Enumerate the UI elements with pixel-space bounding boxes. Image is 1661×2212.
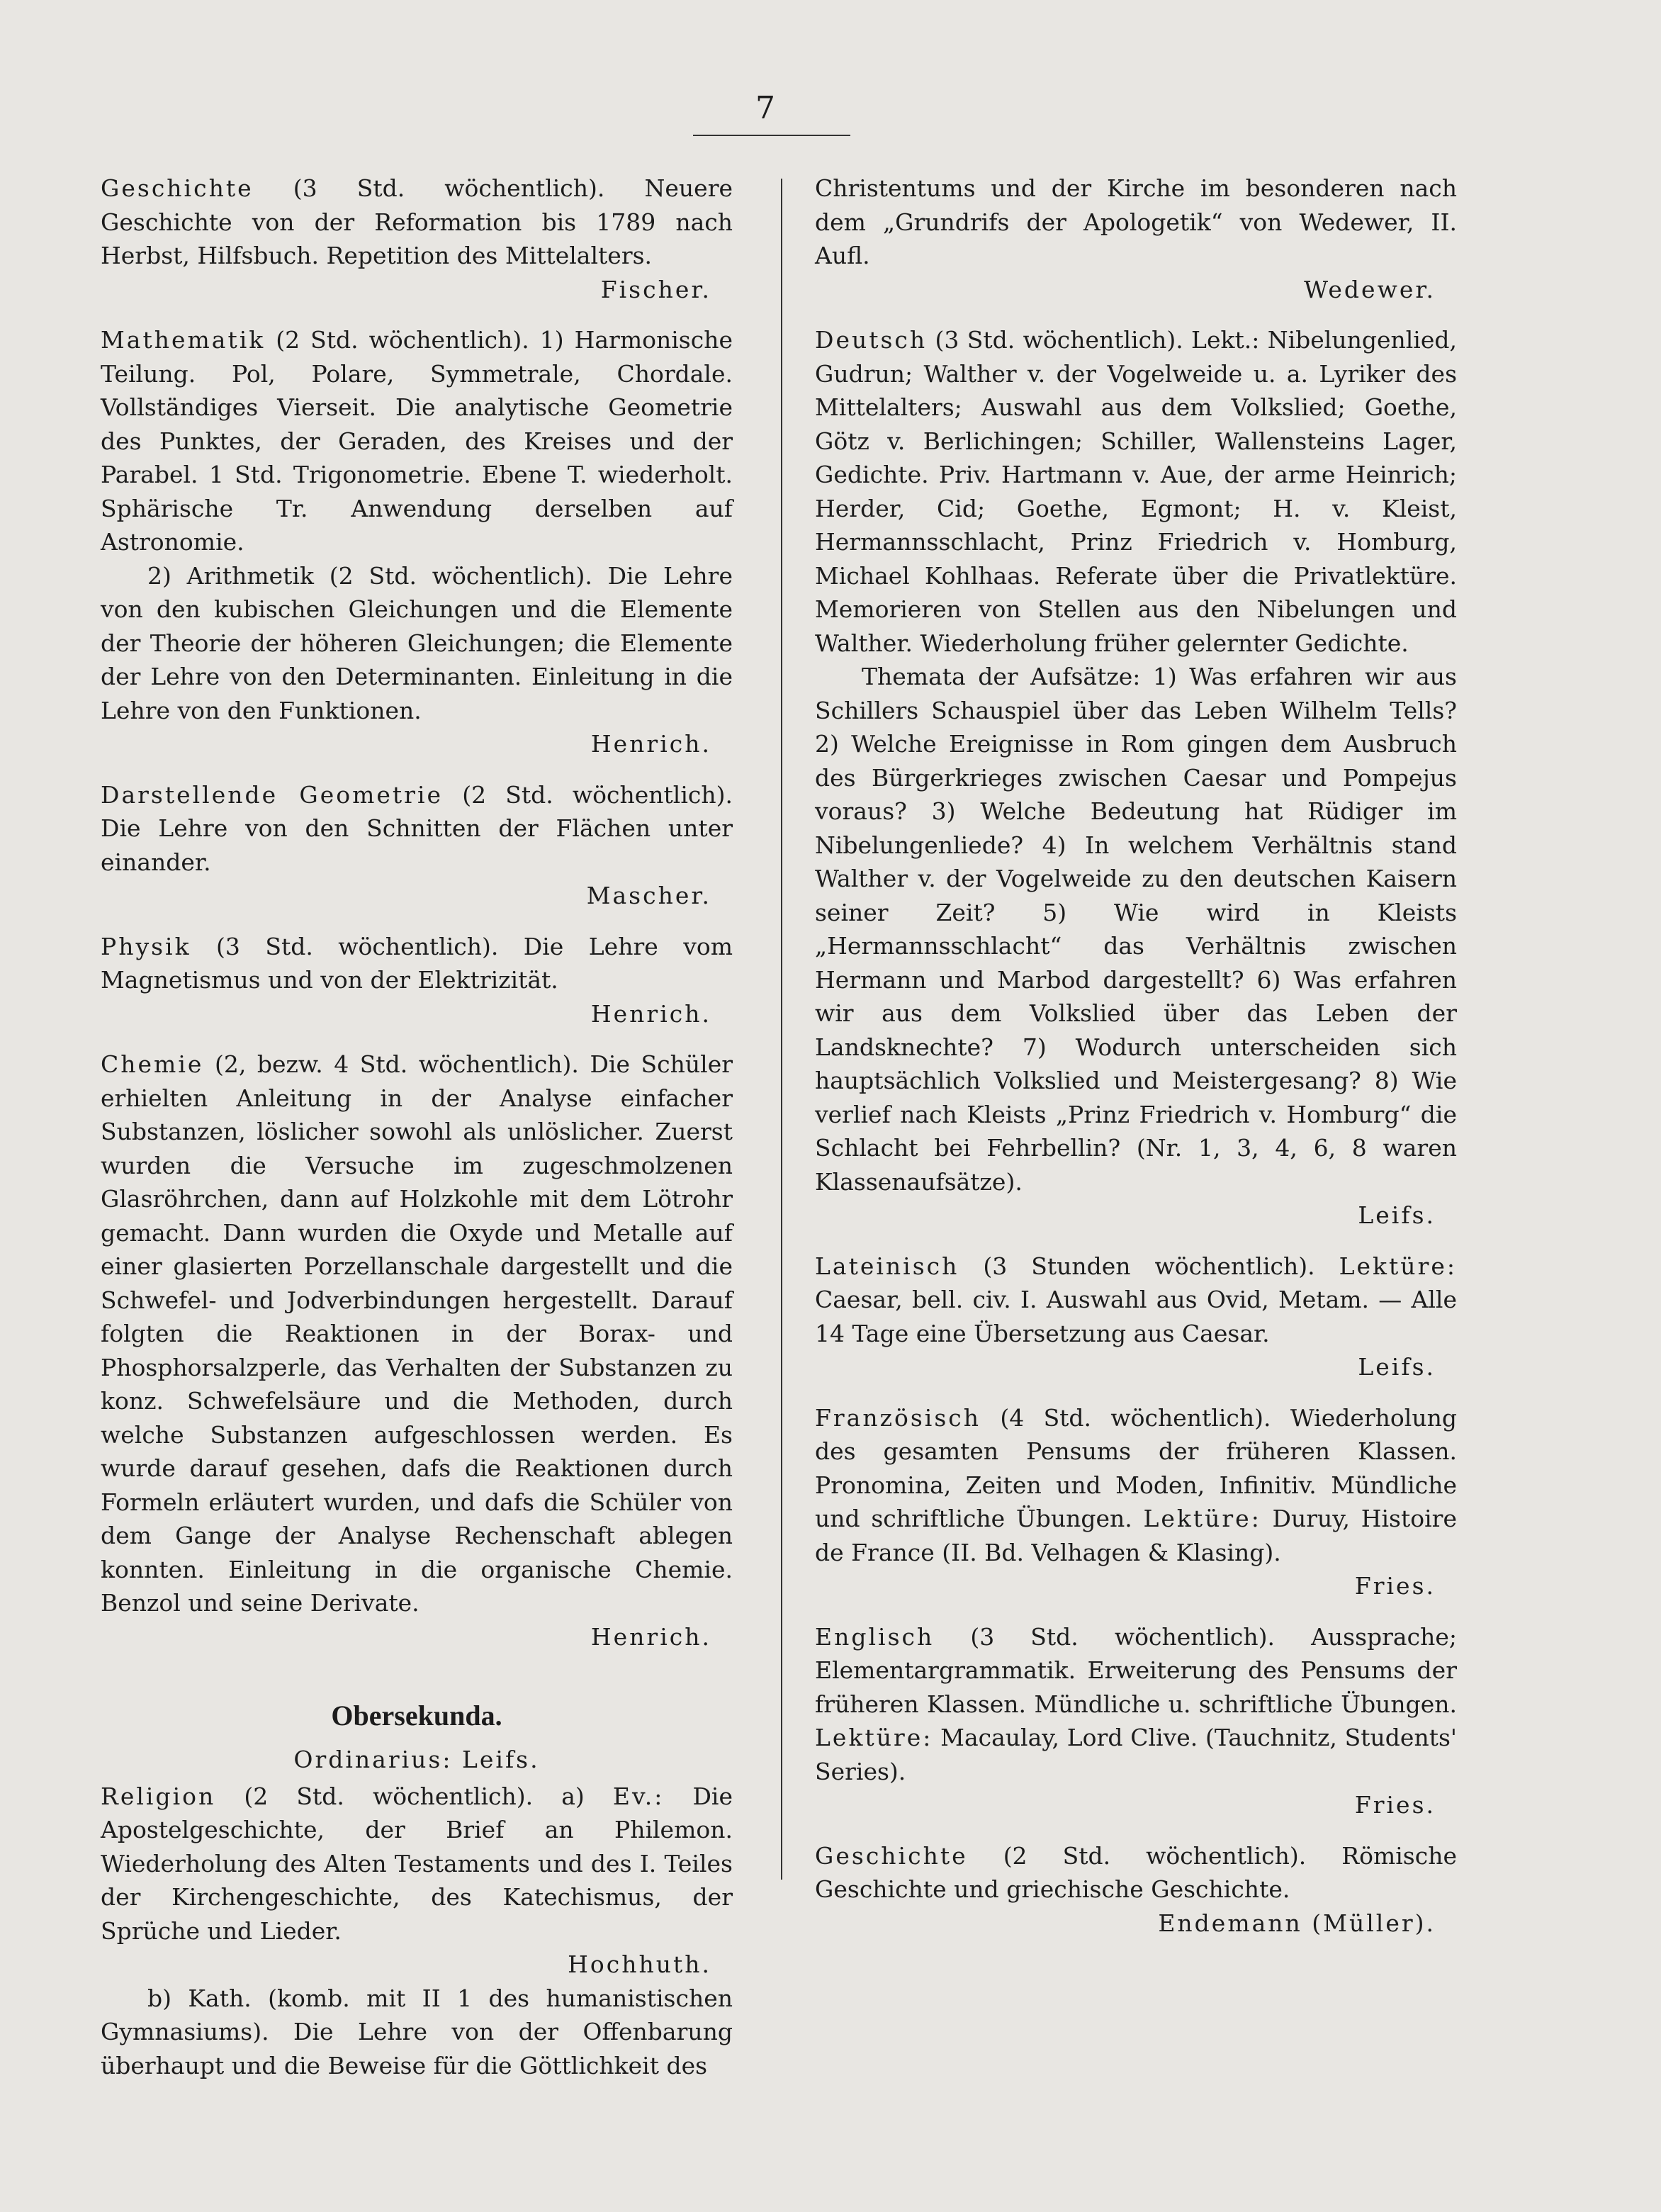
lekture-label: Lektüre:	[1339, 1252, 1457, 1280]
teacher-name: Fischer.	[600, 275, 711, 303]
page-number-rule	[693, 135, 850, 136]
page-number: 7	[755, 90, 775, 126]
geschichte-entry	[101, 172, 733, 306]
teacher-name: Henrich.	[590, 999, 711, 1028]
teacher-name: Mascher.	[586, 882, 711, 909]
entry-text: (4 Std. wöchentlich). Wiederholung des gesamten Pensums der früheren Klassen. Pronomina, Zeiten und Moden, Infinitiv. Mündliche und schriftliche Übungen.	[815, 1403, 1457, 1532]
englisch-entry	[815, 1620, 1457, 1822]
subject-label: Englisch	[815, 1622, 935, 1651]
teacher-name: Leifs.	[1358, 1201, 1436, 1229]
deutsch-entry	[815, 323, 1457, 660]
entry-text: (2 Std. wöchentlich). Die Lehre von den Schnitten der Flächen unter einander.	[101, 780, 733, 876]
column-divider	[781, 179, 782, 1880]
entry-text: (3 Std. wöchentlich). Lekt.: Nibelungenlied, Gudrun; Walther v. der Vogelweide u. a. Lyriker des Mittelalters; Auswahl aus dem Volkslied; Goethe, Götz v. Berlichingen; Schiller, Wallensteins Lager, Gedichte. Priv. Hartmann v. Aue, der arme Heinrich; Herder, Cid; Goethe, Egmont; H. v. Kleist, Hermannsschlacht, Prinz Friedrich v. Homburg, Michael Kohlhaas. Referate über die Privatlektüre. Memorieren von Stellen aus den Nibelungen und Walther. Wiederholung früher gelernter Gedichte.	[815, 326, 1457, 657]
denomination-label: Ev.:	[612, 1782, 665, 1810]
kath-entry	[101, 1982, 733, 2083]
entry-text: (3 Std. wöchentlich). Aussprache; Elementargrammatik. Erweiterung des Pensums der früheren Klassen. Mündliche u. schriftliche Übungen.	[815, 1622, 1457, 1718]
teacher-name: Hochhuth.	[568, 1950, 711, 1978]
lateinisch-entry	[815, 1250, 1457, 1384]
subject-label: Religion	[101, 1782, 216, 1810]
entry-text: Themata der Aufsätze: 1) Was erfahren wir aus Schillers Schauspiel über das Leben Wilhelm Tells? 2) Welche Ereignisse in Rom gingen dem Ausbruch des Bürgerkrieges zwischen Caesar und Pompejus voraus? 3) Welche Bedeutung hat Rüdiger im Nibelungenliede? 4) In welchem Verhältnis stand Walther v. der Vogelweide zu den deutschen Kaisern seiner Zeit? 5) Wie wird in Kleists „Hermannsschlacht“ das Verhältnis zwischen Hermann und Marbod dargestellt? 6) Was erfahren wir aus dem Volkslied über das Leben der Landsknechte? 7) Wodurch unterscheiden sich hauptsächlich Volkslied und Meistergesang? 8) Wie verlief nach Kleists „Prinz Friedrich v. Homburg“ die Schlacht bei Fehrbellin? (Nr. 1, 3, 4, 6, 8 waren Klassenaufsätze).	[815, 663, 1457, 1196]
subject-label: Physik	[101, 932, 191, 960]
subject-label: Geschichte	[101, 174, 254, 202]
teacher-name: Leifs.	[1358, 1353, 1436, 1381]
left-column	[101, 172, 733, 2082]
subject-label: Geschichte	[815, 1841, 968, 1870]
entry-text: (2 Std. wöchentlich). 1) Harmonische Teilung. Pol, Polare, Symmetrale, Chordale. Vollständiges Vierseit. Die analytische Geometrie des Punktes, der Geraden, des Kreises und der Parabel. 1 Std. Trigonometrie. Ebene T. wiederholt. Sphärische Tr. Anwendung derselben auf Astronomie.	[101, 326, 733, 556]
subject-label: Lateinisch	[815, 1252, 959, 1280]
entry-text: (3 Std. wöchentlich). Die Lehre vom Magnetismus und von der Elektrizität.	[101, 932, 733, 994]
teacher-name: Fries.	[1354, 1791, 1436, 1819]
entry-text: (2 Std. wöchentlich). a)	[244, 1782, 585, 1810]
franzoesisch-entry	[815, 1401, 1457, 1603]
teacher-name: Henrich.	[590, 1622, 711, 1651]
subject-label: Deutsch	[815, 326, 928, 354]
entry-text: Christentums und der Kirche im besonderen nach dem „Grundrifs der Apologetik“ von Wedewer, II. Aufl.	[815, 174, 1457, 269]
lekture-label: Lektüre:	[815, 1724, 933, 1751]
entry-text: (3 Stunden wöchentlich).	[983, 1252, 1315, 1280]
darstellende-geometrie-entry	[101, 778, 733, 913]
kath-entry-continued	[815, 172, 1457, 306]
teacher-name: Endemann (Müller).	[1158, 1909, 1436, 1937]
entry-text: (2, bezw. 4 Std. wöchentlich). Die Schüler erhielten Anleitung in der Analyse einfacher Substanzen, löslicher sowohl als unlöslicher. Zuerst wurden die Versuche im zugeschmolzenen Glasröhrchen, dann auf Holzkohle mit dem Lötrohr gemacht. Dann wurden die Oxyde und Metalle auf einer glasierten Porzellanschale dargestellt und die Schwefel- und Jodverbindungen hergestellt. Darauf folgten die Reaktionen in der Borax- und Phosphorsalzperle, das Verhalten der Substanzen zu konz. Schwefelsäure und die Methoden, durch welche Substanzen aufgeschlossen werden. Es wurde darauf gesehen, dafs die Reaktionen durch Formeln erläutert wurden, und dafs die Schüler von dem Gange der Analyse Rechenschaft ablegen konnten. Einleitung in die organische Chemie. Benzol und seine Derivate.	[101, 1050, 733, 1617]
teacher-name: Henrich.	[590, 730, 711, 758]
entry-text: Caesar, bell. civ. I. Auswahl aus Ovid, Metam. — Alle 14 Tage eine Übersetzung aus Caesar.	[815, 1286, 1457, 1347]
entry-text: Die Apostelgeschichte, der Brief an Philemon. Wiederholung des Alten Testaments und des I. Teiles der Kirchengeschichte, des Katechismus, der Sprüche und Lieder.	[101, 1782, 733, 1945]
chemie-entry	[101, 1048, 733, 1654]
entry-text: 2) Arithmetik (2 Std. wöchentlich). Die Lehre von den kubischen Gleichungen und die Elemente der Theorie der höheren Gleichungen; die Elemente der Lehre von den Determinanten. Einleitung in die Lehre von den Funktionen.	[101, 561, 733, 724]
subject-label: Chemie	[101, 1050, 204, 1078]
physik-entry	[101, 930, 733, 1031]
entry-text: Duruy, Histoire de France (II. Bd. Velhagen & Klasing).	[815, 1505, 1457, 1566]
mathematik-entry	[101, 323, 733, 559]
subject-label: Französisch	[815, 1403, 981, 1432]
right-column	[815, 172, 1457, 1940]
entry-text: b) Kath. (komb. mit II 1 des humanistischen Gymnasiums). Die Lehre von der Offenbarung überhaupt und die Beweise für die Göttlichkeit des	[101, 1984, 733, 2079]
subject-label: Mathematik	[101, 326, 266, 354]
entry-text: Macaulay, Lord Clive. (Tauchnitz, Students' Series).	[815, 1724, 1457, 1785]
themata-entry	[815, 660, 1457, 1233]
entry-text: (3 Std. wöchentlich). Neuere Geschichte von der Reformation bis 1789 nach Herbst, Hilfsbuch. Repetition des Mittelalters.	[101, 174, 733, 269]
subject-label: Darstellende Geometrie	[101, 780, 444, 809]
section-heading-obersekunda: Obersekunda.	[331, 1700, 502, 1731]
teacher-name: Wedewer.	[1304, 275, 1436, 303]
teacher-name: Fries.	[1354, 1572, 1436, 1600]
religion-entry	[101, 1780, 733, 1982]
entry-text: (2 Std. wöchentlich). Römische Geschichte und griechische Geschichte.	[815, 1841, 1457, 1903]
ordinarius-line: Ordinarius: Leifs.	[293, 1746, 540, 1773]
geschichte-2-entry	[815, 1839, 1457, 1941]
lekture-label: Lektüre:	[1143, 1505, 1261, 1532]
arithmetik-entry	[101, 559, 733, 761]
